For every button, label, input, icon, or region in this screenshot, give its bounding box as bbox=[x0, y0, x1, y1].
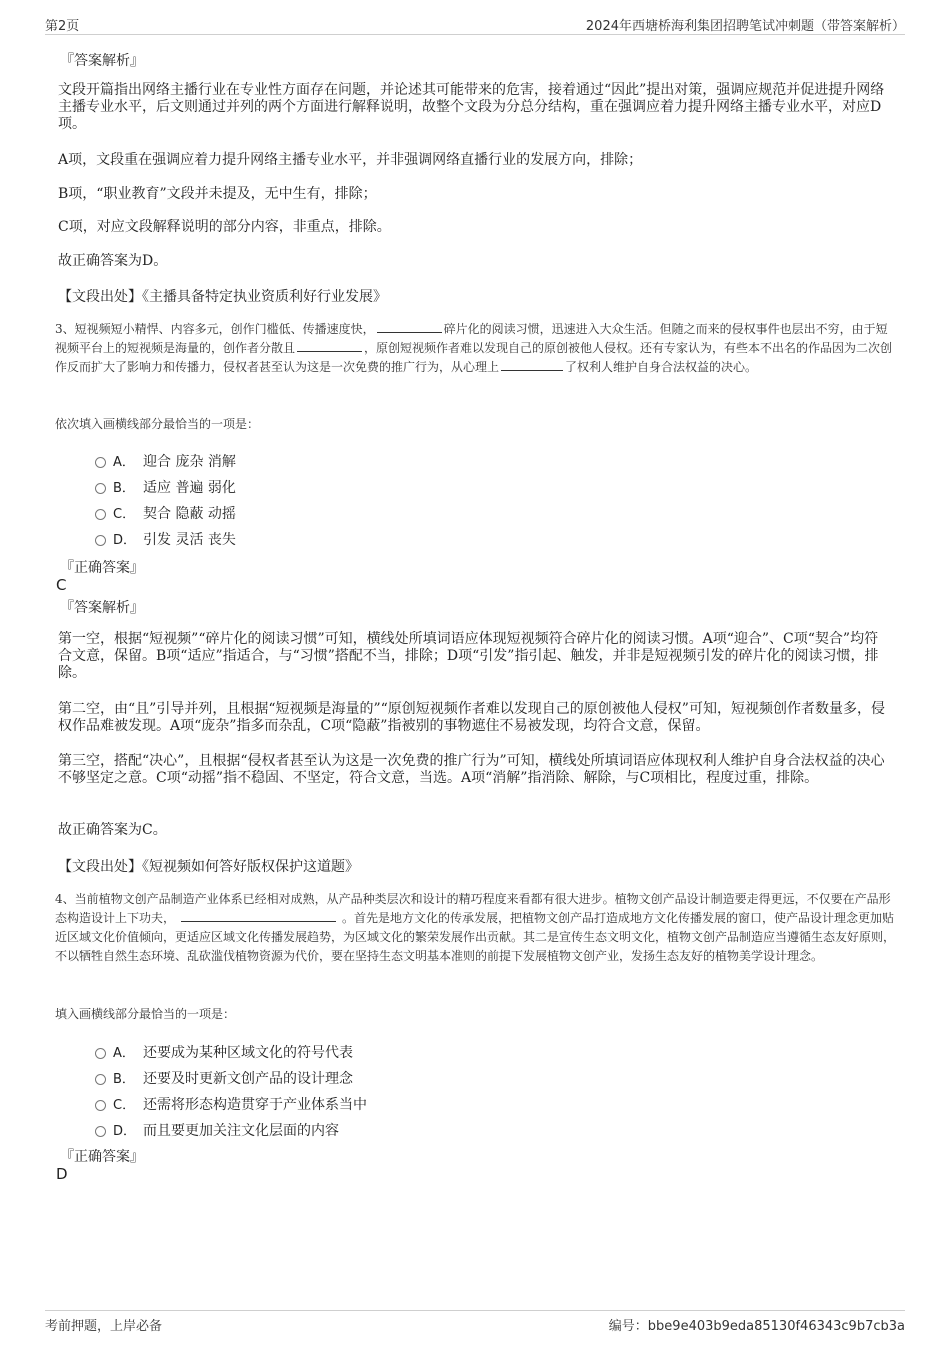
q3-option-c[interactable]: C． 契合 隐蔽 动摇 bbox=[95, 503, 236, 523]
radio-icon[interactable] bbox=[95, 1074, 106, 1085]
q2-analysis-para-5: 故正确答案为D。 bbox=[58, 253, 168, 269]
q3-question-text bbox=[55, 320, 897, 377]
q3-option-b[interactable]: B． 适应 普遍 弱化 bbox=[95, 477, 236, 497]
q3-blank-3 bbox=[501, 358, 563, 371]
q4-option-b[interactable]: B． 还要及时更新文创产品的设计理念 bbox=[95, 1068, 353, 1088]
q4-text-a: 4、当前植物文创产品制造产业体系已经相对成熟，从产品种类层次和设计的精巧程度来看都有很大进步。植物文创产品设计制造要走得更远，不仅要在产品形态构造设计上下功夫， bbox=[55, 892, 891, 925]
page-number: 第2页 bbox=[45, 19, 80, 34]
radio-icon[interactable] bbox=[95, 509, 106, 520]
q4-correct-label: 『正确答案』 bbox=[60, 1149, 144, 1165]
q3-correct-answer: C bbox=[56, 576, 67, 594]
q3-blank-2 bbox=[297, 339, 362, 352]
document-code: 编号：bbe9e403b9eda85130f46343c9b7cb3a bbox=[608, 1319, 905, 1334]
page-footer bbox=[45, 1310, 905, 1335]
q4-option-c[interactable]: C． 还需将形态构造贯穿于产业体系当中 bbox=[95, 1094, 367, 1114]
radio-icon[interactable] bbox=[95, 1048, 106, 1059]
q4-blank-1 bbox=[181, 909, 336, 922]
radio-icon[interactable] bbox=[95, 1100, 106, 1111]
q2-analysis-label: 『答案解析』 bbox=[60, 53, 144, 69]
q4-correct-answer: D bbox=[56, 1165, 68, 1183]
q4-option-a[interactable]: A． 还要成为某种区域文化的符号代表 bbox=[95, 1042, 353, 1062]
footer-slogan: 考前押题，上岸必备 bbox=[45, 1319, 163, 1334]
q3-blank-1 bbox=[377, 320, 442, 333]
q4-text-b: 。首先是地方文化的传承发展，把植物文创产品打造成地方文化传播发展的窗口，使产品设计理念更加贴近区域文化价值倾向，更适应区域文化传播发展趋势，为区域文化的繁荣发展作出贡献。其二是宣传生态文明文化，植物文创产品制造应当遵循生态友好原则，不以牺牲自然生态环境、乱砍滥伐植物资源为代价，要在坚持生态文明基本准则的前提下发展植物文创产业，发扬生态友好的植物美学设计理念。 bbox=[55, 911, 896, 963]
q2-analysis-para-2: A项，文段重在强调应着力提升网络主播专业水平，并非强调网络直播行业的发展方向，排除； bbox=[58, 152, 643, 168]
q3-analysis-para-1: 第一空，根据“短视频”“碎片化的阅读习惯”可知，横线处所填词语应体现短视频符合碎片化的阅读习惯。A项“迎合”、C项“契合”均符合文意，保留。B项“适应”指适合，与“习惯”搭配不当，排除；D项“引发”指引起、触发，并非是短视频引发的碎片化的阅读习惯，排除。 bbox=[58, 631, 879, 681]
q3-analysis-para-3: 第三空，搭配“决心”，且根据“侵权者甚至认为这是一次免费的推广行为”可知，横线处所填词语应体现权利人维护自身合法权益的决心不够坚定之意。C项“动摇”指不稳固、不坚定，符合文意，当选。A项“消解”指消除、解除，与C项相比，程度过重，排除。 bbox=[58, 753, 885, 786]
q3-option-a[interactable]: A． 迎合 庞杂 消解 bbox=[95, 451, 236, 471]
q2-source: 【文段出处】《主播具备特定执业资质利好行业发展》 bbox=[58, 289, 387, 305]
q3-option-d[interactable]: D． 引发 灵活 丧失 bbox=[95, 529, 236, 549]
q2-analysis-para-1: 文段开篇指出网络主播行业在专业性方面存在问题，并论述其可能带来的危害，接着通过“因此”提出对策，强调应规范并促进提升网络主播专业水平，后文则通过并列的两个方面进行解释说明，故整个文段为分总分结构，重在强调应着力提升网络主播专业水平，对应D项。 bbox=[58, 82, 885, 132]
q3-text-b: 碎片化的阅读习惯，迅速进入大众生活。但随之而来的侵权事件也层出不穷，由于短视频平台上的短视频是海量的，创作者分散且 bbox=[55, 322, 888, 355]
q3-prompt: 依次填入画横线部分最恰当的一项是： bbox=[55, 417, 260, 431]
q4-option-d[interactable]: D． 而且要更加关注文化层面的内容 bbox=[95, 1120, 339, 1140]
q4-question-text bbox=[55, 890, 897, 966]
q3-text-a: 3、短视频短小精悍、内容多元，创作门槛低、传播速度快， bbox=[55, 322, 375, 336]
q4-prompt: 填入画横线部分最恰当的一项是： bbox=[55, 1007, 236, 1021]
radio-icon[interactable] bbox=[95, 1126, 106, 1137]
page-header bbox=[45, 12, 905, 35]
radio-icon[interactable] bbox=[95, 535, 106, 546]
radio-icon[interactable] bbox=[95, 457, 106, 468]
q2-analysis-para-4: C项，对应文段解释说明的部分内容，非重点，排除。 bbox=[58, 219, 391, 235]
q3-analysis-label: 『答案解析』 bbox=[60, 600, 144, 616]
document-title: 2024年西塘桥海利集团招聘笔试冲刺题（带答案解析） bbox=[585, 19, 905, 34]
radio-icon[interactable] bbox=[95, 483, 106, 494]
q3-correct-label: 『正确答案』 bbox=[60, 560, 144, 576]
q3-analysis-para-2: 第二空，由“且”引导并列，且根据“短视频是海量的”“原创短视频作者难以发现自己的原创被他人侵权”可知，短视频创作者数量多，侵权作品难被发现。A项“庞杂”指多而杂乱，C项“隐蔽”指被别的事物遮住不易被发现，均符合文意，保留。 bbox=[58, 701, 885, 734]
q3-text-d: 了权利人维护自身合法权益的决心。 bbox=[565, 360, 758, 374]
q3-analysis-para-4: 故正确答案为C。 bbox=[58, 822, 167, 838]
q3-text-c: ，原创短视频作者难以发现自己的原创被他人侵权。还有专家认为，有些本不出名的作品因为二次创作反而扩大了影响力和传播力，侵权者甚至认为这是一次免费的推广行为，从心理上 bbox=[55, 341, 893, 374]
q2-analysis-para-3: B项，“职业教育”文段并未提及，无中生有，排除； bbox=[58, 186, 377, 202]
q3-source: 【文段出处】《短视频如何答好版权保护这道题》 bbox=[58, 859, 359, 875]
